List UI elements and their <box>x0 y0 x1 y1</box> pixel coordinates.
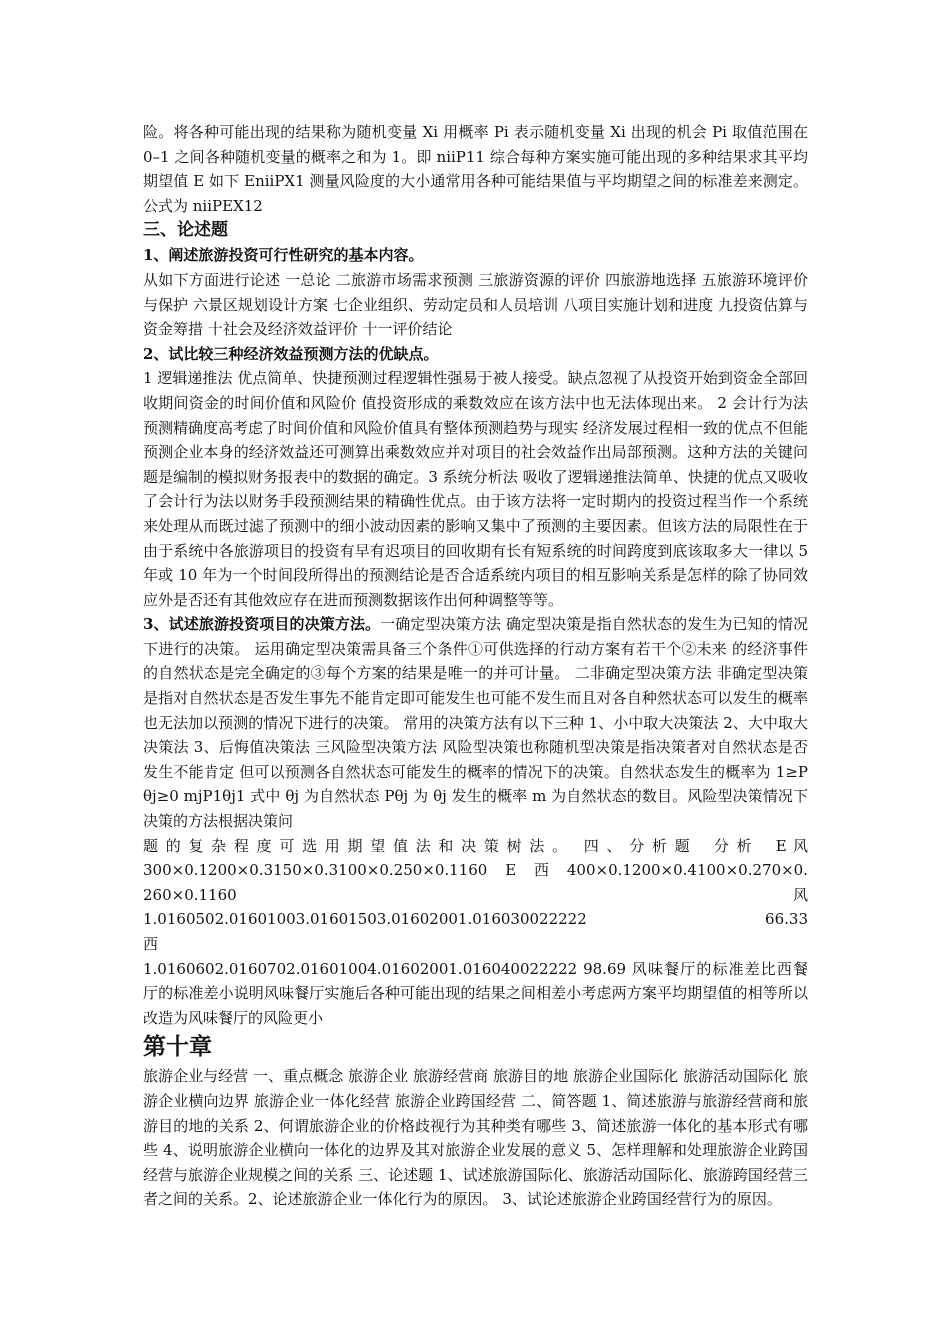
question-3-line-b: 300×0.1200×0.3150×0.3100×0.250×0.1160 E 西 400×0.1200×0.4100×0.270×0.260×0.1160 风 <box>143 861 808 904</box>
question-2-title: 2、试比较三种经济效益预测方法的优缺点。 <box>143 344 439 363</box>
question-3-title: 3、试述旅游投资项目的决策方法。 <box>143 615 381 634</box>
question-3-line-c: 1.0160502.01601003.01601503.01602001.016030022222 66.33 西 <box>143 910 944 953</box>
question-3-answer: 一确定型决策方法 确定型决策是指自然状态的发生为已知的情况下进行的决策。 运用确定型决策需具备三个条件①可供选择的行动方案有若干个②未来 的经济事件的自然状态是完全确定的③每个方案的结果是唯一的并可计量。 二非确定型决策方法 非确定型决策是指对自然状态是否发生事先不能肯定即可能发生也可能不发生而且对各自种然状态可以发生的概率也无法加以预测的情况下进行的决策。 常用的决策方法有以下三种 1、小中取大决策法 2、大中取大决策法 3、后悔值决策法 三风险型决策方法 风险型决策也称随机型决策是指决策者对自然状态是否发生不能肯定 但可以预测各自然状态可能发生的概率的情况下的决策。自然状态发生的概率为 1≥Pθj≥0 mjP1θj1 式中 θj 为自然状态 Pθj 为 θj 发生的概率 m 为自然状态的数目。风险型决策情况下决策的方法根据决策问 <box>143 615 808 831</box>
intro-paragraph: 险。将各种可能出现的结果称为随机变量 Xi 用概率 Pi 表示随机变量 Xi 出现的机会 Pi 取值范围在 0–1 之间各种随机变量的概率之和为 1。即 niiP11 综合每种方案实施可能出现的多种结果求其平均期望值 E 如下 EniiPX1 测量风险度的大小通常用各种可能结果值与平均期望之间的标准差来测定。公式为 niiPEX12 <box>143 123 808 215</box>
chapter-heading: 第十章 <box>143 1034 212 1061</box>
question-3-block <box>143 612 808 833</box>
question-3-answer-end: 1.0160602.0160702.01601004.01602001.016040022222 98.69 风味餐厅的标准差比西餐厅的标准差小说明风味餐厅实施后各种可能出现的结果之间相差小考虑两方案平均期望值的相等所以改造为风味餐厅的风险更小 <box>143 959 808 1027</box>
section-heading-essay: 三、论述题 <box>143 220 228 241</box>
question-3-line-a: 题 的 复 杂 程 度 可 选 用 期 望 值 法 和 决 策 树 法 。 四 、 分 析 题 分 析 E 风 <box>143 836 808 855</box>
question-2-answer: 1 逻辑递推法 优点简单、快捷预测过程逻辑性强易于被人接受。缺点忽视了从投资开始到资金全部回收期间资金的时间价值和风险价 值投资形成的乘数效应在该方法中也无法体现出来。 2 会计行为法 预测精确度高考虑了时间价值和风险价值具有整体预测趋势与现实 经济发展过程相一致的优点不但能预测企业本身的经济效益还可测算出乘数效应并对项目的社会效益作出局部预测。这种方法的关键问题是编制的模拟财务报表中的数据的确定。3 系统分析法 吸收了逻辑递推法简单、快捷的优点又吸收了会计行为法以财务手段预测结果的精确性优点。由于该方法将一定时期内的投资过程当作一个系统来处理从而既过滤了预测中的细小波动因素的影响又集中了预测的主要因素。但该方法的局限性在于由于系统中各旅游项目的投资有早有迟项目的回收期有长有短系统的时间跨度到底该取多大一律以 5 年或 10 年为一个时间段所得出的预测结论是否合适系统内项目的相互影响关系是怎样的除了协同效应外是否还有其他效应存在进而预测数据该作出何种调整等等。 <box>143 369 808 609</box>
question-1-title: 1、阐述旅游投资可行性研究的基本内容。 <box>143 246 424 265</box>
chapter-body: 旅游企业与经营 一、重点概念 旅游企业 旅游经营商 旅游目的地 旅游企业国际化 旅游活动国际化 旅游企业横向边界 旅游企业一体化经营 旅游企业跨国经营 二、简答题 1、简述旅游与旅游经营商和旅游目的地的关系 2、何谓旅游企业的价格歧视行为其种类有哪些 3、简述旅游一体化的基本形式有哪些 4、说明旅游企业横向一体化的边界及其对旅游企业发展的意义 5、怎样理解和处理旅游企业跨国经营与旅游企业规模之间的关系 三、论述题 1、试述旅游国际化、旅游活动国际化、旅游跨国经营三者之间的关系。2、论述旅游企业一体化行为的原因。 3、试论述旅游企业跨国经营行为的原因。 <box>143 1067 808 1209</box>
question-1-answer: 从如下方面进行论述 一总论 二旅游市场需求预测 三旅游资源的评价 四旅游地选择 五旅游环境评价与保护 六景区规划设计方案 七企业组织、劳动定员和人员培训 八项目实施计划和进度 九投资估算与资金筹措 十社会及经济效益评价 十一评价结论 <box>143 270 808 339</box>
document-page <box>143 120 944 1212</box>
